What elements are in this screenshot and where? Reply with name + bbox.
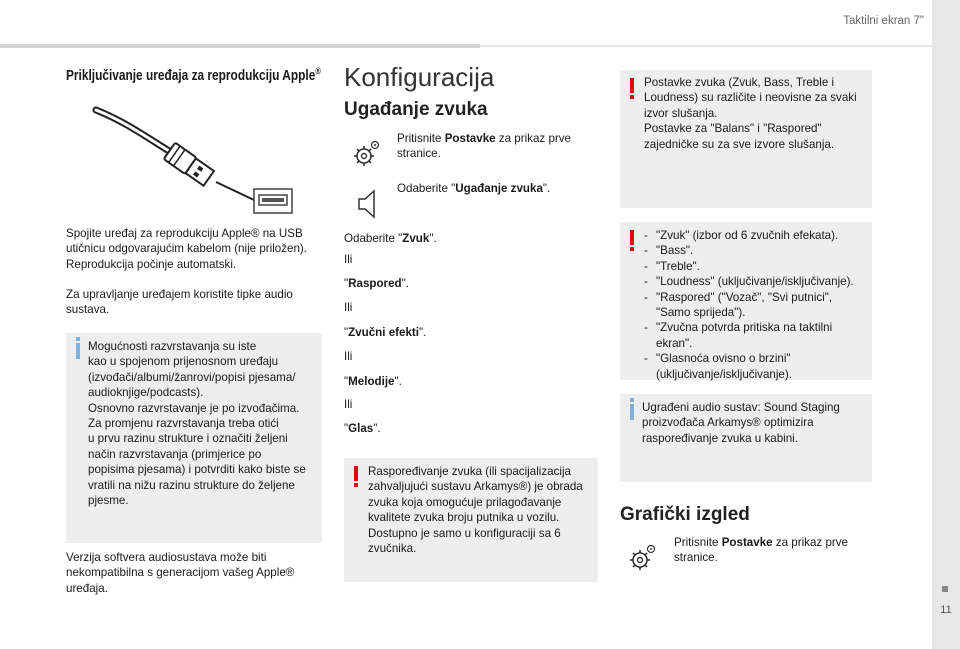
list-item: - "Zvučna potvrda pritiska na taktilni ekran". — [644, 321, 833, 350]
sound-staging-info-box — [620, 394, 872, 482]
list-item: - "Raspored" ("Vozač", "Svi putnici", "Samo sprijeda"). — [644, 290, 833, 320]
info-line: vratili na nižu razinu strukture do željene — [88, 478, 295, 492]
info-line: Ugrađeni audio sustav: Sound Staging — [642, 401, 840, 414]
running-header: Taktilni ekran 7" — [843, 15, 924, 27]
sound-settings-subtitle: Ugađanje zvuka — [344, 99, 488, 120]
sorting-info-box — [66, 333, 322, 543]
option-melodije: "Melodije". — [344, 375, 402, 388]
list-item: - "Zvuk" (izbor od 6 zvučnih efekata). — [644, 229, 839, 242]
usb-cable-illustration — [66, 92, 306, 222]
apple-heading: Priključivanje uređaja za reprodukciju Apple® — [66, 66, 321, 84]
info-line: način razvrstavanja (primjerice po — [88, 447, 262, 461]
info-line: audioknjige/podcasts). — [88, 386, 204, 400]
warning-line: izvor slušanja. — [644, 106, 718, 120]
apple-connect-text: Spojite uređaj za reprodukciju Apple® na USB utičnicu odgovarajućim kabelom (nije priložen). Reprodukcija počinje automatski. — [66, 227, 308, 271]
info-line: kao u spojenom prijenosnom uređaju — [88, 355, 279, 369]
or-label: Ili — [344, 398, 353, 411]
or-label: Ili — [344, 301, 353, 314]
list-item: - "Loudness" (uključivanje/isključivanje). — [644, 275, 854, 289]
info-line: raspoređivanje zvuka u kabini. — [642, 431, 798, 445]
warning-line: Postavke zvuka (Zvuk, Bass, Treble i — [644, 76, 835, 89]
info-line: Za promjenu razvrstavanja treba otići — [88, 417, 279, 431]
top-rule-light — [480, 45, 932, 47]
warning-line: Dostupno je samo u konfiguraciji sa 6 — [368, 526, 561, 540]
page-edge-bar — [932, 0, 960, 649]
step-press-settings: Pritisnite Postavke za prikaz prve stranice. — [397, 132, 571, 161]
info-line: popisima pjesama) i potvrditi kako biste se — [88, 463, 306, 477]
option-glas: "Glas". — [344, 422, 381, 435]
list-item: - "Bass". — [644, 244, 694, 258]
info-line: pjesme. — [88, 494, 129, 508]
warning-line: Loudness) su različite i neovisne za svaki — [644, 91, 857, 105]
settings-gear-icon — [350, 138, 382, 170]
step-select-sound: Odaberite "Ugađanje zvuka". — [397, 182, 551, 195]
sound-settings-warning-box — [620, 70, 872, 208]
warning-icon — [628, 78, 636, 100]
sound-options-warning-box — [620, 222, 872, 380]
warning-line: zvučnika. — [368, 542, 417, 556]
warning-line: zahvaljujući sustavu Arkamys®) je obrada — [368, 480, 583, 494]
warning-line: Raspoređivanje zvuka (ili spacijalizacija — [368, 465, 571, 478]
arkamys-warning-box — [344, 458, 598, 582]
info-icon — [630, 404, 634, 420]
configuration-title: Konfiguracija — [344, 62, 495, 92]
option-raspored: "Raspored". — [344, 277, 409, 290]
info-line: Mogućnosti razvrstavanja su iste — [88, 340, 257, 353]
info-line: Osnovno razvrstavanje je po izvođačima. — [88, 401, 300, 415]
apple-controls-text: Za upravljanje uređajem koristite tipke audio sustava. — [66, 288, 293, 317]
top-rule — [0, 44, 480, 48]
speaker-icon — [356, 188, 378, 220]
step-press-settings-graphic: Pritisnite Postavke za prikaz prve stranice. — [674, 536, 848, 565]
info-icon — [76, 343, 80, 359]
list-item: - "Treble". — [644, 259, 700, 273]
info-line: proizvođača Arkamys® optimizira — [642, 416, 814, 430]
page-marker — [942, 586, 948, 592]
warning-icon — [628, 230, 636, 252]
or-label: Ili — [344, 350, 353, 363]
info-line: (izvođači/albumi/žanrovi/popisi pjesama/ — [88, 370, 296, 384]
select-zvuk: Odaberite "Zvuk". — [344, 232, 437, 245]
warning-icon — [352, 466, 360, 488]
warning-line: kvalitete zvuka broju putnika u vozilu. — [368, 511, 560, 525]
or-label: Ili — [344, 253, 353, 266]
software-compat-text: Verzija softvera audiosustava može biti nekompatibilna s generacijom vašeg Apple® uređaja. — [66, 551, 295, 595]
graphic-layout-title: Grafički izgled — [620, 504, 750, 525]
settings-gear-icon — [626, 542, 658, 574]
list-item: - "Glasnoća ovisno o brzini" (uključivanje/isključivanje). — [644, 352, 792, 381]
warning-line: zvuka koja omogućuje prilagođavanje — [368, 495, 562, 509]
warning-line: zajedničke su za sve izvore slušanja. — [644, 137, 835, 151]
info-line: u prvu razinu strukture i označiti željeni — [88, 432, 288, 446]
warning-line: Postavke za "Balans" i "Raspored" — [644, 122, 822, 136]
page-number: 11 — [940, 604, 952, 616]
option-zvucni-efekti: "Zvučni efekti". — [344, 326, 427, 339]
